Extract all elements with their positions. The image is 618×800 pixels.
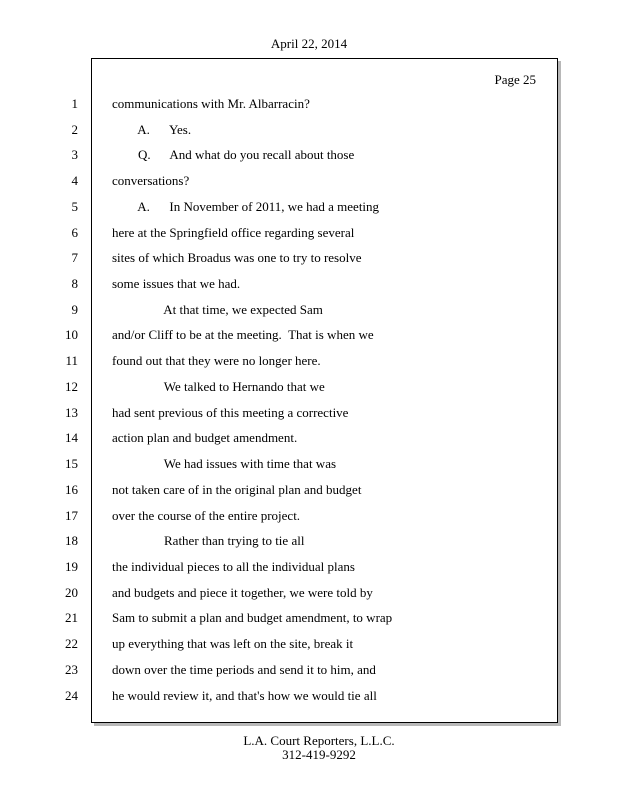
transcript-line-text: not taken care of in the original plan and budget xyxy=(112,482,362,497)
transcript-line-text: and budgets and piece it together, we were told by xyxy=(112,585,373,600)
transcript-date: April 22, 2014 xyxy=(270,36,348,51)
transcript-line-text: We had issues with time that was xyxy=(112,456,337,471)
transcript-line-text: over the course of the entire project. xyxy=(112,508,301,523)
line-number: 23 xyxy=(65,662,78,677)
line-number: 17 xyxy=(65,508,78,523)
line-number: 22 xyxy=(65,636,78,651)
line-number: 13 xyxy=(65,405,78,420)
line-number: 7 xyxy=(71,250,78,265)
line-number: 21 xyxy=(65,610,78,625)
line-number: 19 xyxy=(65,559,78,574)
transcript-line-text: the individual pieces to all the individual plans xyxy=(112,559,355,574)
transcript-line-text: some issues that we had. xyxy=(112,276,241,291)
line-number: 8 xyxy=(71,276,78,291)
line-number: 24 xyxy=(65,688,78,703)
transcript-line-text: conversations? xyxy=(112,173,190,188)
line-number: 18 xyxy=(65,533,78,548)
transcript-line-text: here at the Springfield office regarding several xyxy=(112,225,355,240)
transcript-line-text: found out that they were no longer here. xyxy=(112,353,321,368)
transcript-line-text: had sent previous of this meeting a corrective xyxy=(112,405,349,420)
transcript-line-text: We talked to Hernando that we xyxy=(112,379,325,394)
line-number: 2 xyxy=(71,122,78,137)
transcript-line-text: action plan and budget amendment. xyxy=(112,430,298,445)
line-number: 9 xyxy=(71,302,78,317)
page-number: Page 25 xyxy=(494,72,536,87)
transcript-line-text: Sam to submit a plan and budget amendment, to wrap xyxy=(112,610,393,625)
transcript-line-text: down over the time periods and send it to him, and xyxy=(112,662,376,677)
line-number: 16 xyxy=(65,482,78,497)
transcript-line-text: Rather than trying to tie all xyxy=(112,533,305,548)
line-number: 3 xyxy=(71,147,78,162)
line-number: 6 xyxy=(71,225,78,240)
transcript-line-text: he would review it, and that's how we would tie all xyxy=(112,688,377,703)
line-number: 12 xyxy=(65,379,78,394)
footer-phone: 312-419-9292 xyxy=(282,747,356,762)
line-number: 10 xyxy=(65,327,78,342)
line-number: 1 xyxy=(71,96,78,111)
transcript-line-text: up everything that was left on the site, break it xyxy=(112,636,354,651)
line-number: 15 xyxy=(65,456,78,471)
line-number: 11 xyxy=(65,353,78,368)
line-number: 5 xyxy=(71,199,78,214)
transcript-line-text: Q. And what do you recall about those xyxy=(112,147,355,162)
transcript-line-text: communications with Mr. Albarracin? xyxy=(112,96,310,111)
transcript-line-text: A. In November of 2011, we had a meeting xyxy=(112,199,380,214)
transcript-line-text: and/or Cliff to be at the meeting. That is when we xyxy=(112,327,374,342)
transcript-line-text: At that time, we expected Sam xyxy=(112,302,323,317)
line-number: 4 xyxy=(71,173,78,188)
line-number: 14 xyxy=(65,430,78,445)
transcript-line-text: sites of which Broadus was one to try to resolve xyxy=(112,250,362,265)
line-number: 20 xyxy=(65,585,78,600)
transcript-line-text: A. Yes. xyxy=(112,122,192,137)
footer-company: L.A. Court Reporters, L.L.C. xyxy=(243,733,395,748)
